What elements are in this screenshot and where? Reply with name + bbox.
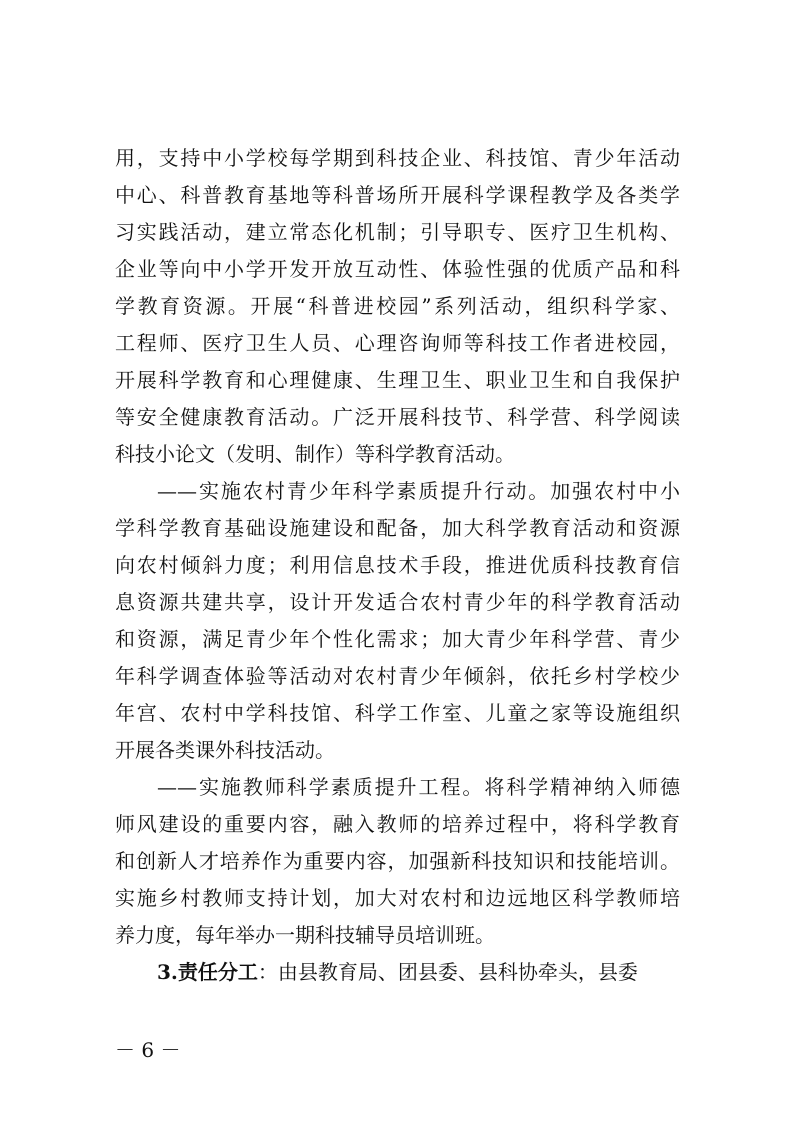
text-line: 工程师、医疗卫生人员、心理咨询师等科技工作者进校园，: [115, 331, 680, 355]
text-line: 开展科学教育和心理健康、生理卫生、职业卫生和自我保护: [115, 368, 680, 392]
text-line: 年科学调查体验等活动对农村青少年倾斜，依托乡村学校少: [115, 664, 680, 688]
page-number: － 6 －: [115, 1038, 181, 1062]
text-line: 师风建设的重要内容，融入教师的培养过程中，将科学教育: [115, 812, 680, 836]
text-line: 养力度，每年举办一期科技辅导员培训班。: [115, 923, 495, 947]
body-text: [115, 140, 680, 991]
text-line: ——实施教师科学素质提升工程。将科学精神纳入师德: [157, 775, 680, 799]
text-line: 学教育资源。开展“科普进校园”系列活动，组织科学家、: [115, 294, 680, 318]
text-line: 开展各类课外科技活动。: [115, 738, 335, 762]
text-line: 和创新人才培养作为重要内容，加强新科技知识和技能培训。: [115, 849, 680, 873]
paragraph-1: [115, 140, 680, 473]
text-line: 实施乡村教师支持计划，加大对农村和边远地区科学教师培: [115, 886, 680, 910]
text-line: 中心、科普教育基地等科普场所开展科学课程教学及各类学: [115, 183, 680, 207]
paragraph-3: [115, 769, 680, 954]
text-line: 习实践活动，建立常态化机制；引导职专、医疗卫生机构、: [115, 220, 680, 244]
section-heading: 3.责任分工: [157, 960, 258, 984]
text-line: 和资源，满足青少年个性化需求；加大青少年科学营、青少: [115, 627, 680, 651]
section-text: ：由县教育局、团县委、县科协牵头，县委: [257, 960, 638, 984]
text-line: [115, 954, 680, 991]
paragraph-2: [115, 473, 680, 769]
paragraph-4: [115, 954, 680, 991]
text-line: 企业等向中小学开发开放互动性、体验性强的优质产品和科: [115, 257, 680, 281]
text-line: 息资源共建共享，设计开发适合农村青少年的科学教育活动: [115, 590, 680, 614]
text-line: 科技小论文（发明、制作）等科学教育活动。: [115, 442, 515, 466]
text-line: ——实施农村青少年科学素质提升行动。加强农村中小: [157, 479, 680, 503]
text-line: 等安全健康教育活动。广泛开展科技节、科学营、科学阅读: [115, 405, 680, 429]
text-line: 向农村倾斜力度；利用信息技术手段，推进优质科技教育信: [115, 553, 680, 577]
text-line: 年宫、农村中学科技馆、科学工作室、儿童之家等设施组织: [115, 701, 680, 725]
text-line: 用，支持中小学校每学期到科技企业、科技馆、青少年活动: [115, 146, 680, 170]
text-line: 学科学教育基础设施建设和配备，加大科学教育活动和资源: [115, 516, 680, 540]
